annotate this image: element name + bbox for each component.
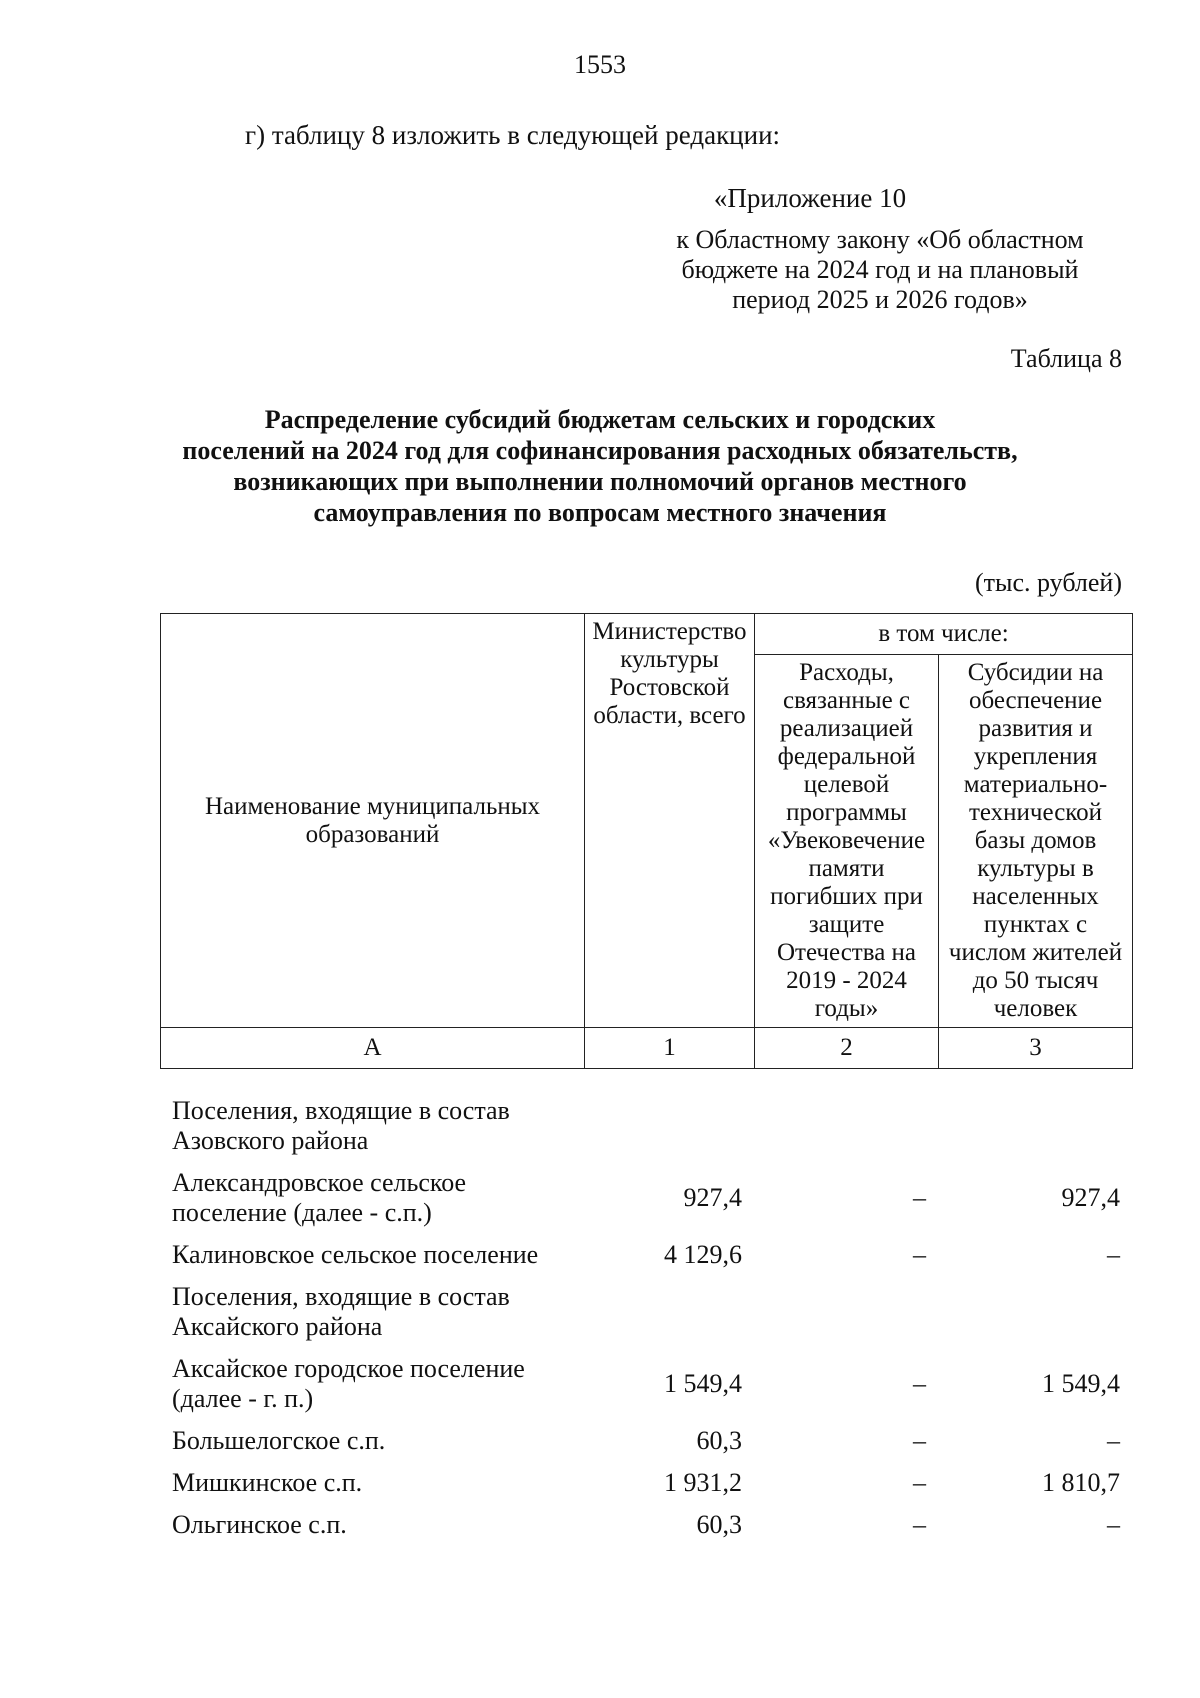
value-culture-houses: 927,4 bbox=[1061, 1183, 1120, 1212]
value-federal-program: – bbox=[913, 1369, 926, 1398]
header-ministry-total: Министерство культуры Ростовской области, всего bbox=[585, 614, 755, 1028]
appendix-subtitle-line: период 2025 и 2026 годов» bbox=[732, 285, 1028, 314]
appendix-title: «Приложение 10 bbox=[713, 183, 907, 213]
value-total: 1 931,2 bbox=[664, 1468, 742, 1497]
value-culture-houses: – bbox=[1107, 1426, 1120, 1455]
page-number: 1553 bbox=[574, 50, 626, 79]
header-municipality: Наименование муниципальных образований bbox=[161, 614, 585, 1028]
table-row bbox=[160, 1168, 1132, 1228]
heading-line: Распределение субсидий бюджетам сельских и городских bbox=[264, 405, 936, 434]
table-row bbox=[160, 1426, 1132, 1456]
value-federal-program: – bbox=[913, 1510, 926, 1539]
value-federal-program: – bbox=[913, 1426, 926, 1455]
value-federal-program: – bbox=[913, 1468, 926, 1497]
table-row bbox=[160, 1510, 1132, 1540]
table-header bbox=[160, 613, 1133, 1069]
value-total: 60,3 bbox=[696, 1510, 742, 1539]
value-culture-houses: – bbox=[1107, 1510, 1120, 1539]
municipality-name: Поселения, входящие в состав Аксайского района bbox=[172, 1282, 510, 1341]
intro-text: г) таблицу 8 изложить в следующей редакции: bbox=[245, 120, 781, 150]
table-row bbox=[160, 1240, 1132, 1270]
appendix-subtitle-line: бюджете на 2024 год и на плановый bbox=[681, 255, 1079, 284]
municipality-name: Калиновское сельское поселение bbox=[172, 1240, 539, 1269]
heading-line: самоуправления по вопросам местного значения bbox=[313, 498, 887, 527]
table-body bbox=[160, 1096, 1132, 1552]
municipality-name: Большелогское с.п. bbox=[172, 1426, 386, 1455]
value-federal-program: – bbox=[913, 1240, 926, 1269]
appendix-subtitle bbox=[640, 225, 1120, 315]
municipality-name: Аксайское городское поселение (далее - г. п.) bbox=[172, 1354, 525, 1413]
header-col-num-2: 2 bbox=[755, 1028, 939, 1069]
value-total: 927,4 bbox=[683, 1183, 742, 1212]
municipality-name: Поселения, входящие в состав Азовского района bbox=[172, 1096, 510, 1155]
table-row bbox=[160, 1096, 1132, 1156]
municipality-name: Ольгинское с.п. bbox=[172, 1510, 347, 1539]
table-number: Таблица 8 bbox=[1010, 344, 1122, 373]
header-col-num-1: 1 bbox=[585, 1028, 755, 1069]
appendix-subtitle-line: к Областному закону «Об областном bbox=[676, 225, 1084, 254]
value-culture-houses: – bbox=[1107, 1240, 1120, 1269]
table-row bbox=[160, 1282, 1132, 1342]
units-label: (тыс. рублей) bbox=[974, 568, 1122, 597]
header-federal-program: Расходы, связанные с реализацией федеральной целевой программы «Увековечение памяти погибших при защите Отечества на 2019 - 2024 годы» bbox=[755, 655, 939, 1028]
heading-line: поселений на 2024 год для софинансирования расходных обязательств, bbox=[182, 436, 1018, 465]
value-total: 4 129,6 bbox=[664, 1240, 742, 1269]
value-culture-houses: 1 549,4 bbox=[1042, 1369, 1120, 1398]
value-federal-program: – bbox=[913, 1183, 926, 1212]
header-culture-houses: Субсидии на обеспечение развития и укрепления материально-технической базы домов культуры в населенных пунктах с числом жителей до 50 тысяч человек bbox=[939, 655, 1133, 1028]
value-culture-houses: 1 810,7 bbox=[1042, 1468, 1120, 1497]
municipality-name: Мишкинское с.п. bbox=[172, 1468, 363, 1497]
table-heading bbox=[150, 404, 1050, 528]
heading-line: возникающих при выполнении полномочий органов местного bbox=[233, 467, 967, 496]
municipality-name: Александровское сельское поселение (далее - с.п.) bbox=[172, 1168, 467, 1227]
header-col-num-3: 3 bbox=[939, 1028, 1133, 1069]
table-row bbox=[160, 1354, 1132, 1414]
header-col-num-a: А bbox=[161, 1028, 585, 1069]
value-total: 1 549,4 bbox=[664, 1369, 742, 1398]
table-row bbox=[160, 1468, 1132, 1498]
header-including: в том числе: bbox=[755, 614, 1133, 655]
value-total: 60,3 bbox=[696, 1426, 742, 1455]
